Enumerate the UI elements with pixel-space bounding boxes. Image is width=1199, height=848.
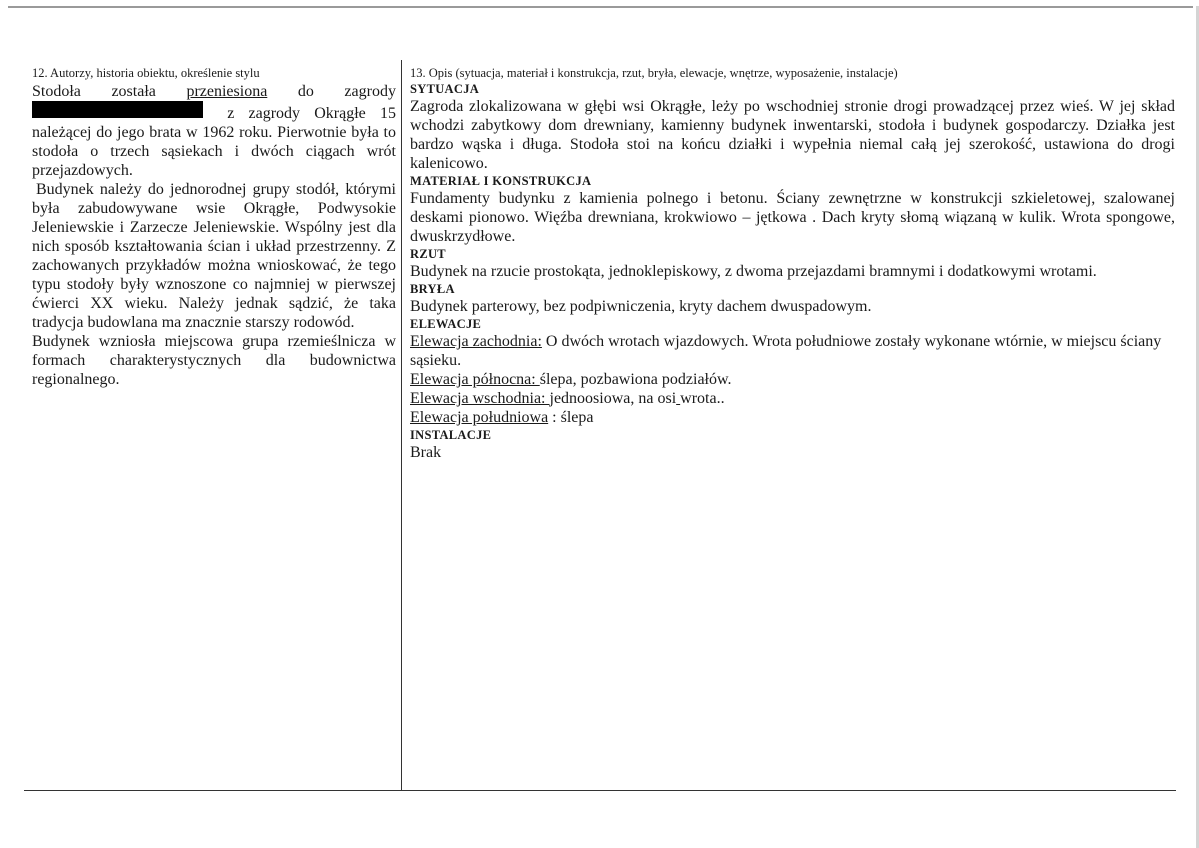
elewacja-poludniowa bbox=[410, 408, 1175, 427]
description-column bbox=[410, 66, 1175, 462]
word: zagrody bbox=[248, 105, 301, 122]
sytuacja-heading: SYTUACJA bbox=[410, 82, 480, 96]
elewacja-wschodnia bbox=[410, 389, 1175, 408]
bryla-text: Budynek parterowy, bez podpiwniczenia, kryty dachem dwuspadowym. bbox=[410, 298, 872, 315]
elewacja-zachodnia bbox=[410, 332, 1175, 370]
elewacja-polnocna bbox=[410, 370, 1175, 389]
bryla-heading: BRYŁA bbox=[410, 282, 455, 296]
elewacja-polnocna-label: Elewacja północna: bbox=[410, 371, 540, 388]
bottom-border bbox=[24, 790, 1176, 791]
elewacja-zachodnia-label: Elewacja zachodnia: bbox=[410, 333, 542, 350]
elewacja-poludniowa-text: : ślepa bbox=[548, 409, 594, 426]
elewacja-wschodnia-label: Elewacja wschodnia: bbox=[410, 390, 550, 407]
word: Okrągłe bbox=[314, 105, 366, 122]
history-line-1 bbox=[32, 82, 396, 101]
history-paragraph-3: Budynek wzniosła miejscowa grupa rzemieślnicza w formach charakterystycznych dla budownictwa regionalnego. bbox=[32, 333, 396, 388]
rzut-heading: RZUT bbox=[410, 247, 446, 261]
word: przeniesiona bbox=[186, 83, 268, 100]
instalacje-text: Brak bbox=[410, 444, 442, 461]
history-column bbox=[32, 66, 396, 389]
material-text: Fundamenty budynku z kamienia polnego i betonu. Ściany zewnętrzne w konstrukcji szkieletowej, szalowanej deskami pionowo. Więźba drewniana, krokwiowo – jętkowa . Dach kryty słomą wiązaną w kulik. Wrota spongowe, dwuskrzydłowe. bbox=[410, 190, 1175, 245]
word: z bbox=[227, 105, 235, 122]
column-divider bbox=[401, 60, 402, 791]
history-line-2 bbox=[32, 101, 396, 123]
history-paragraph-1: należącej do jego brata w 1962 roku. Pierwotnie była to stodoła o trzech sąsiekach i dwóch ciągach wrót przejazdowych. bbox=[32, 124, 396, 179]
word: Stodoła bbox=[32, 83, 81, 100]
elewacja-poludniowa-label: Elewacja południowa bbox=[410, 409, 549, 426]
elewacja-polnocna-text: ślepa, pozbawiona podziałów. bbox=[539, 371, 732, 388]
word: zagrody bbox=[344, 83, 396, 100]
rzut-text: Budynek na rzucie prostokąta, jednoklepiskowy, z dwoma przejazdami bramnymi i dodatkowymi wrotami. bbox=[410, 263, 1097, 280]
top-border bbox=[8, 6, 1193, 8]
sytuacja-text: Zagroda zlokalizowana w głębi wsi Okrągłe, leży po wschodniej stronie drogi prowadzącej przez wieś. W jej skład wchodzi zabytkowy dom drewniany, kamienny budynek inwentarski, stodoła i budynek gospodarczy. Działka jest bardzo wąska i długa. Stodoła stoi na końcu działki i wypełnia niemal całą jej szerokość, ustawiona do drogi kalenicowo. bbox=[410, 98, 1175, 172]
history-paragraph-2: Budynek należy do jednorodnej grupy stodół, którymi była zabudowywane wsie Okrągłe, Podwysokie Jeleniewskie i Zarzecze Jeleniewskie. Wspólny jest dla nich sposób kształtowania ścian i układ przestrzenny. Z zachowanych przykładów można wnioskować, że tego typu stodoły były wznoszone co najmniej w pierwszej ćwierci XX wieku. Należy jednak sądzić, że taka tradycja budowlana ma znacznie starszy rodowód. bbox=[32, 181, 396, 331]
redaction-bar bbox=[32, 101, 203, 118]
description-section-title: 13. Opis (sytuacja, materiał i konstrukcja, rzut, bryła, elewacje, wnętrze, wyposażenie, instalacje) bbox=[410, 66, 898, 80]
elewacja-wschodnia-text-2: wrota.. bbox=[680, 390, 725, 407]
word: została bbox=[111, 83, 156, 100]
elewacje-heading: ELEWACJE bbox=[410, 317, 482, 331]
elewacja-wschodnia-text: jednoosiowa, na osi bbox=[549, 390, 677, 407]
word: do bbox=[297, 83, 314, 100]
word: 15 bbox=[379, 105, 396, 122]
material-heading: MATERIAŁ I KONSTRUKCJA bbox=[410, 174, 592, 188]
instalacje-heading: INSTALACJE bbox=[410, 428, 492, 442]
history-section-title: 12. Autorzy, historia obiektu, określenie stylu bbox=[32, 66, 260, 80]
elewacja-zachodnia-text: O dwóch wrotach wjazdowych. Wrota południowe zostały wykonane wtórnie, w miejscu ściany sąsieku. bbox=[410, 333, 1162, 369]
